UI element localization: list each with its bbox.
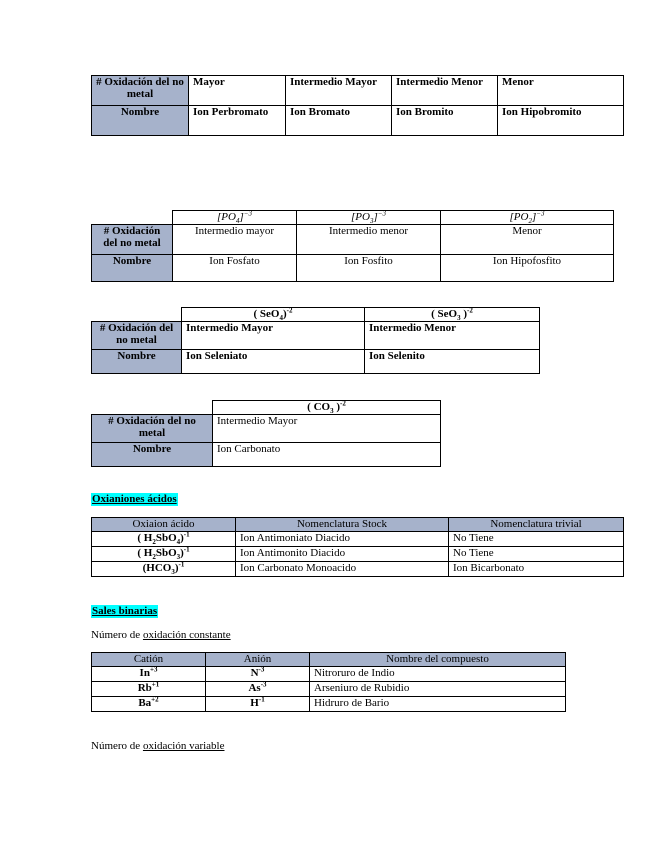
- formula-cell: $[PO_2]^{-3}$: [441, 211, 614, 225]
- formula-cell: ( $CO_3$ )$^{-2}$: [213, 401, 441, 415]
- formula-cell: ( $H_2SbO_4)^{-1}$: [92, 532, 236, 547]
- stock-cell: Ion Antimonito Diacido: [236, 547, 449, 562]
- name-cell: Ion Perbromato: [189, 106, 286, 136]
- bromine-ions-table: [91, 75, 624, 136]
- stock-cell: Ion Antimoniato Diacido: [236, 532, 449, 547]
- level-cell: Mayor: [189, 76, 286, 106]
- trivial-cell: No Tiene: [449, 532, 624, 547]
- phosphorus-ions-table: [91, 210, 614, 282]
- oxianiones-table: [91, 517, 624, 577]
- name-cell: Ion Seleniato: [182, 350, 365, 374]
- variable-oxidation-subtitle: [91, 740, 225, 753]
- name-label: Nombre: [92, 255, 173, 282]
- name-cell: Ion Fosfato: [173, 255, 297, 282]
- name-cell: Ion Fosfito: [297, 255, 441, 282]
- column-header: Anión: [206, 653, 310, 667]
- oxidation-label: # Oxidación del no metal: [92, 76, 189, 106]
- column-header: Nombre del compuesto: [310, 653, 566, 667]
- column-header: Nomenclatura Stock: [236, 518, 449, 532]
- name-label: Nombre: [92, 443, 213, 467]
- formula-cell: $[PO_4]^{-3}$: [173, 211, 297, 225]
- level-cell: Intermedio Mayor: [213, 415, 441, 443]
- anion-cell: $N^{-3}$: [206, 667, 310, 682]
- anion-cell: $As^{-3}$: [206, 682, 310, 697]
- formula-cell: ( SeO$_3$ )$^{-2}$: [365, 308, 540, 322]
- trivial-cell: No Tiene: [449, 547, 624, 562]
- level-cell: Intermedio Mayor: [286, 76, 392, 106]
- name-cell: Ion Bromito: [392, 106, 498, 136]
- name-label: Nombre: [92, 106, 189, 136]
- table-row: [92, 547, 624, 562]
- footer-prefix: Número de: [91, 740, 143, 752]
- table-row: [92, 697, 566, 712]
- oxidation-label: # Oxidación del no metal: [92, 225, 173, 255]
- footer-underlined: oxidación variable: [142, 740, 225, 752]
- compound-cell: Hidruro de Bario: [310, 697, 566, 712]
- name-cell: Ion Hipobromito: [498, 106, 624, 136]
- formula-cell: $(HCO_3)^{-1}$: [92, 562, 236, 577]
- table-row: [92, 562, 624, 577]
- name-cell: Ion Carbonato: [213, 443, 441, 467]
- selenium-ions-table: [91, 307, 540, 374]
- cation-cell: $Rb^{+1}$: [92, 682, 206, 697]
- column-header: Nomenclatura trivial: [449, 518, 624, 532]
- table-row: [92, 532, 624, 547]
- level-cell: Intermedio Menor: [392, 76, 498, 106]
- level-cell: Intermedio menor: [297, 225, 441, 255]
- column-header: Oxiaion ácido: [92, 518, 236, 532]
- carbonate-ion-table: [91, 400, 441, 467]
- level-cell: Intermedio Mayor: [182, 322, 365, 350]
- cation-cell: $Ba^{+2}$: [92, 697, 206, 712]
- table-row: [92, 682, 566, 697]
- column-header: Catión: [92, 653, 206, 667]
- level-cell: Menor: [498, 76, 624, 106]
- name-cell: Ion Bromato: [286, 106, 392, 136]
- name-label: Nombre: [92, 350, 182, 374]
- sales-heading: Sales binarias: [92, 605, 158, 617]
- trivial-cell: Ion Bicarbonato: [449, 562, 624, 577]
- level-cell: Intermedio Menor: [365, 322, 540, 350]
- level-cell: Intermedio mayor: [173, 225, 297, 255]
- oxidation-label: # Oxidación del no metal: [92, 322, 182, 350]
- oxidation-label: # Oxidación del no metal: [92, 415, 213, 443]
- subtitle-underlined: oxidación constante: [142, 629, 231, 641]
- level-cell: Menor: [441, 225, 614, 255]
- oxianiones-heading: Oxianiones ácidos: [92, 493, 177, 505]
- constant-oxidation-subtitle: [91, 629, 231, 642]
- compound-cell: Arseniuro de Rubidio: [310, 682, 566, 697]
- compound-cell: Nitroruro de Indio: [310, 667, 566, 682]
- subtitle-prefix: Número de: [91, 629, 143, 641]
- formula-cell: $[PO_3]^{-3}$: [297, 211, 441, 225]
- table-row: [92, 667, 566, 682]
- stock-cell: Ion Carbonato Monoacido: [236, 562, 449, 577]
- anion-cell: $H^{-1}$: [206, 697, 310, 712]
- name-cell: Ion Selenito: [365, 350, 540, 374]
- formula-cell: ( SeO$_4$)$^{-2}$: [182, 308, 365, 322]
- binary-salts-table: [91, 652, 566, 712]
- cation-cell: $In^{+3}$: [92, 667, 206, 682]
- formula-cell: ( $H_2SbO_3)^{-1}$: [92, 547, 236, 562]
- name-cell: Ion Hipofosfito: [441, 255, 614, 282]
